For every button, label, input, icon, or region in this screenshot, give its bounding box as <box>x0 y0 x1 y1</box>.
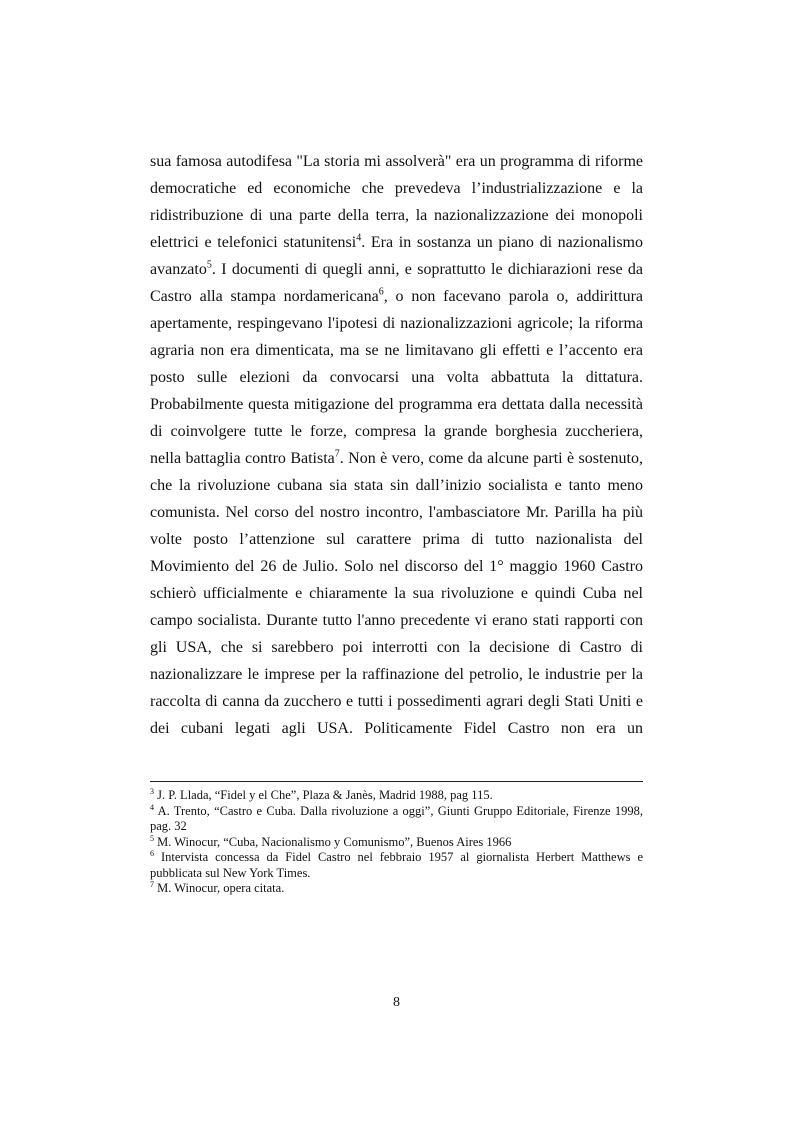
body-line-text: agraria non era dimenticata, ma se ne limitavano gli effetti e l’accento era <box>150 342 643 359</box>
body-line-text: che la rivoluzione cubana sia stata sin dall’inizio socialista e tanto meno <box>150 477 643 494</box>
body-line-text: sua famosa autodifesa "La storia mi assolverà" era un programma di riforme <box>150 153 643 170</box>
body-line <box>150 418 643 445</box>
body-line <box>150 715 643 742</box>
footnote <box>150 881 643 897</box>
footnote-number: 6 <box>150 848 154 858</box>
body-line <box>150 580 643 607</box>
footnote-separator <box>150 781 643 782</box>
footnote-text: M. Winocur, opera citata. <box>157 881 285 895</box>
footnote-reference[interactable]: 6 <box>378 286 384 298</box>
body-line <box>150 337 643 364</box>
body-line <box>150 472 643 499</box>
footnote <box>150 788 643 804</box>
body-line <box>150 661 643 688</box>
footnote-reference[interactable]: 7 <box>334 448 340 460</box>
footnote-text: J. P. Llada, “Fidel y el Che”, Plaza & Janès, Madrid 1988, pag 115. <box>157 788 493 802</box>
body-line <box>150 688 643 715</box>
body-line-text: comunista. Nel corso del nostro incontro, l'ambasciatore Mr. Parilla ha più <box>150 504 643 521</box>
body-line <box>150 445 643 472</box>
body-line-text: gli USA, che si sarebbero poi interrotti con la decisione di Castro di <box>150 639 643 656</box>
footnote-text: Intervista concessa da Fidel Castro nel febbraio 1957 al giornalista Herbert Matthews e pubblicata sul New York Times. <box>150 850 643 880</box>
footnote-reference[interactable]: 5 <box>206 259 212 271</box>
body-line <box>150 256 643 283</box>
body-line <box>150 202 643 229</box>
body-line <box>150 391 643 418</box>
body-line-text: elettrici e telefonici statunitensi <box>150 234 357 251</box>
body-text <box>150 148 643 742</box>
footnote-text: A. Trento, “Castro e Cuba. Dalla rivoluzione a oggi”, Giunti Gruppo Editoriale, Firenze 1998, pag. 32 <box>150 803 643 833</box>
body-line-text: avanzato <box>150 261 207 278</box>
body-line <box>150 553 643 580</box>
footnote-number: 4 <box>150 802 154 812</box>
body-line-text: . I documenti di quegli anni, e soprattutto le dichiarazioni rese da <box>211 261 643 278</box>
body-line <box>150 607 643 634</box>
body-line <box>150 229 643 256</box>
body-line <box>150 364 643 391</box>
body-line <box>150 499 643 526</box>
body-line-text: campo socialista. Durante tutto l'anno precedente vi erano stati rapporti con <box>150 612 643 629</box>
body-line-text: democratiche ed economiche che prevedeva l’industrializzazione e la <box>150 180 643 197</box>
body-line-text: posto sulle elezioni da convocarsi una volta abbattuta la dittatura. <box>150 369 643 386</box>
footnote <box>150 850 643 881</box>
body-line <box>150 634 643 661</box>
body-line-text: nazionalizzare le imprese per la raffinazione del petrolio, le industrie per la <box>150 666 643 683</box>
body-line-text: schierò ufficialmente e chiaramente la sua rivoluzione e quindi Cuba nel <box>150 585 643 602</box>
body-line-text: . Non è vero, come da alcune parti è sostenuto, <box>339 450 644 467</box>
footnote-number: 3 <box>150 786 154 796</box>
page-number: 8 <box>393 995 400 1010</box>
body-line-text: apertamente, respingevano l'ipotesi di nazionalizzazioni agricole; la riforma <box>150 315 643 332</box>
footnote-number: 7 <box>150 879 154 889</box>
body-line-text: dei cubani legati agli USA. Politicamente Fidel Castro non era un <box>150 720 643 737</box>
footnote <box>150 804 643 835</box>
body-line-text: raccolta di canna da zucchero e tutti i possedimenti agrari degli Stati Uniti e <box>150 693 643 710</box>
body-line-text: . Era in sostanza un piano di nazionalismo <box>361 234 643 251</box>
body-line-text: Castro alla stampa nordamericana <box>150 288 379 305</box>
footnote-reference[interactable]: 4 <box>356 232 362 244</box>
body-line-text: Movimiento del 26 de Julio. Solo nel discorso del 1° maggio 1960 Castro <box>150 558 643 575</box>
body-line <box>150 526 643 553</box>
body-line-text: , o non facevano parola o, addirittura <box>383 288 643 305</box>
body-line-text: volte posto l’attenzione sul carattere prima di tutto nazionalista del <box>150 531 643 548</box>
body-line <box>150 148 643 175</box>
body-line-text: ridistribuzione di una parte della terra, la nazionalizzazione dei monopoli <box>150 207 643 224</box>
footnote-number: 5 <box>150 833 154 843</box>
body-line <box>150 310 643 337</box>
body-line <box>150 283 643 310</box>
body-line-text: nella battaglia contro Batista <box>150 450 335 467</box>
footnotes <box>150 788 643 897</box>
body-line <box>150 175 643 202</box>
body-line-text: Probabilmente questa mitigazione del programma era dettata dalla necessità <box>150 396 643 413</box>
footnote <box>150 835 643 851</box>
body-line-text: di coinvolgere tutte le forze, compresa la grande borghesia zuccheriera, <box>150 423 643 440</box>
footnote-text: M. Winocur, “Cuba, Nacionalismo y Comunismo”, Buenos Aires 1966 <box>157 834 512 849</box>
